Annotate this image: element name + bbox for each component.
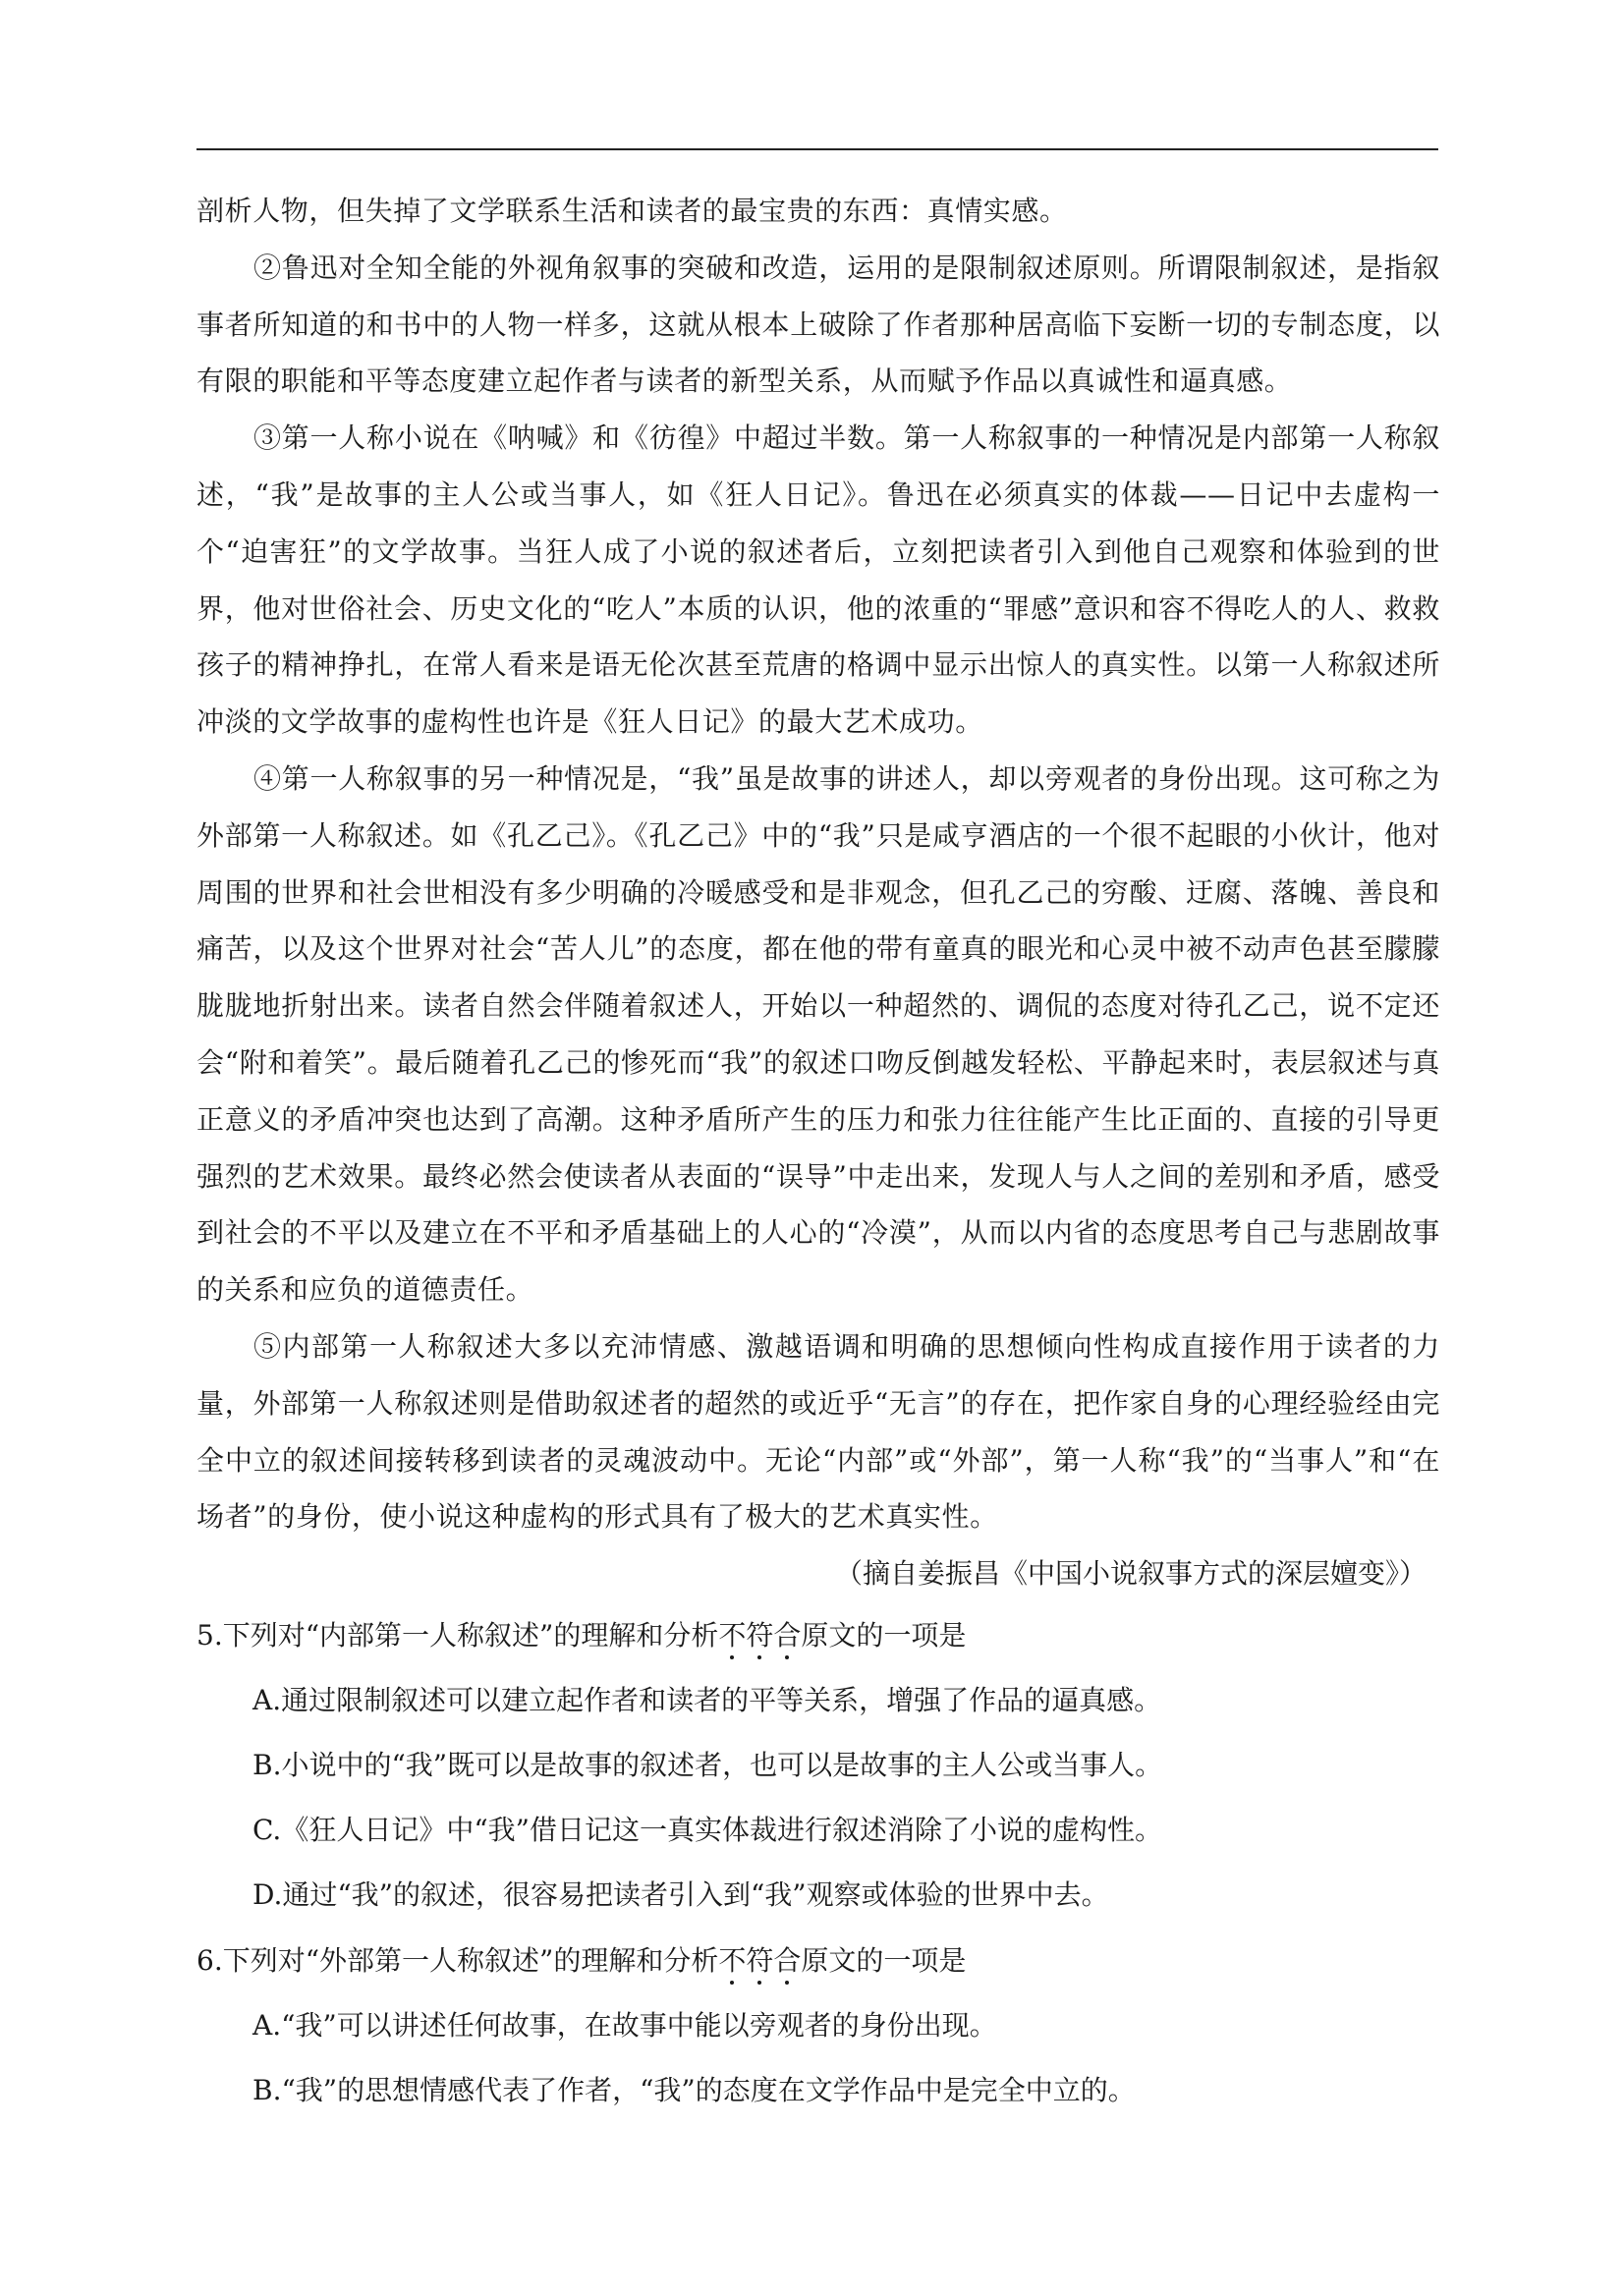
- paragraph-3: ③第一人称小说在《呐喊》和《彷徨》中超过半数。第一人称叙事的一种情况是内部第一人称叙述，“我”是故事的主人公或当事人，如《狂人日记》。鲁迅在必须真实的体裁——日记中去虚构一个“迫害狂”的文学故事。当狂人成了小说的叙述者后，立刻把读者引入到他自己观察和体验到的世界，他对世俗社会、历史文化的“吃人”本质的认识，他的浓重的“罪感”意识和容不得吃人的人、救救孩子的精神挣扎，在常人看来是语无伦次甚至荒唐的格调中显示出惊人的真实性。以第一人称叙述所冲淡的文学故事的虚构性也许是《狂人日记》的最大艺术成功。: [196, 421, 1440, 739]
- emphasis-char: 合: [773, 1943, 802, 1977]
- question-5-option-a: A.通过限制叙述可以建立起作者和读者的平等关系，增强了作品的逼真感。: [252, 1683, 1162, 1716]
- question-5-option-c: C.《狂人日记》中“我”借日记这一真实体裁进行叙述消除了小说的虚构性。: [252, 1813, 1162, 1846]
- question-5-option-d: D.通过“我”的叙述，很容易把读者引入到“我”观察或体验的世界中去。: [252, 1877, 1109, 1911]
- emphasis-char: 符: [746, 1618, 774, 1652]
- question-6-option-b: B.“我”的思想情感代表了作者，“我”的态度在文学作品中是完全中立的。: [252, 2073, 1136, 2106]
- paragraph-4: ④第一人称叙事的另一种情况是，“我”虽是故事的讲述人，却以旁观者的身份出现。这可称之为外部第一人称叙述。如《孔乙己》。《孔乙己》中的“我”只是咸亨酒店的一个很不起眼的小伙计，他对周围的世界和社会世相没有多少明确的冷暖感受和是非观念，但孔乙己的穷酸、迂腐、落魄、善良和痛苦，以及这个世界对社会“苦人儿”的态度，都在他的带有童真的眼光和心灵中被不动声色甚至朦朦胧胧地折射出来。读者自然会伴随着叙述人，开始以一种超然的、调侃的态度对待孔乙己，说不定还会“附和着笑”。最后随着孔乙己的惨死而“我”的叙述口吻反倒越发轻松、平静起来时，表层叙述与真正意义的矛盾冲突也达到了高潮。这种矛盾所产生的压力和张力往往能产生比正面的、直接的引导更强烈的艺术效果。最终必然会使读者从表面的“误导”中走出来，发现人与人之间的差别和矛盾，感受到社会的不平以及建立在不平和矛盾基础上的人心的“冷漠”，从而以内省的态度思考自己与悲剧故事的关系和应负的道德责任。: [196, 761, 1440, 1307]
- question-5-stem-end: 原文的一项是: [801, 1618, 967, 1652]
- question-6: [196, 1928, 1440, 1993]
- question-6-stem-end: 原文的一项是: [801, 1943, 967, 1977]
- emphasis-char: 合: [773, 1618, 802, 1652]
- page-content: [196, 183, 1440, 2123]
- question-5-option-b: B.小说中的“我”既可以是故事的叙述者，也可以是故事的主人公或当事人。: [252, 1748, 1163, 1781]
- emphasis-char: 不: [718, 1618, 747, 1652]
- question-6-option-a: A.“我”可以讲述任何故事，在故事中能以旁观者的身份出现。: [252, 2008, 997, 2042]
- paragraph-continuation: 剖析人物，但失掉了文学联系生活和读者的最宝贵的东西：真情实感。: [196, 195, 1068, 227]
- emphasis-char: 符: [746, 1943, 774, 1977]
- header-rule: [196, 148, 1438, 150]
- question-5-stem: 5.下列对“内部第一人称叙述”的理解和分析: [196, 1618, 719, 1652]
- source-citation: （摘自姜振昌《中国小说叙事方式的深层嬗变》）: [834, 1557, 1427, 1591]
- emphasis-char: 不: [718, 1943, 747, 1977]
- paragraph-5: ⑤内部第一人称叙述大多以充沛情感、激越语调和明确的思想倾向性构成直接作用于读者的力量，外部第一人称叙述则是借助叙述者的超然的或近乎“无言”的存在，把作家自身的心理经验经由完全中立的叙述间接转移到读者的灵魂波动中。无论“内部”或“外部”，第一人称“我”的“当事人”和“在场者”的身份，使小说这种虚构的形式具有了极大的艺术真实性。: [196, 1329, 1440, 1534]
- question-5: [196, 1602, 1440, 1668]
- question-6-stem: 6.下列对“外部第一人称叙述”的理解和分析: [196, 1943, 719, 1977]
- paragraph-2: ②鲁迅对全知全能的外视角叙事的突破和改造，运用的是限制叙述原则。所谓限制叙述，是指叙事者所知道的和书中的人物一样多，这就从根本上破除了作者那种居高临下妄断一切的专制态度，以有限的职能和平等态度建立起作者与读者的新型关系，从而赋予作品以真诚性和逼真感。: [196, 251, 1440, 398]
